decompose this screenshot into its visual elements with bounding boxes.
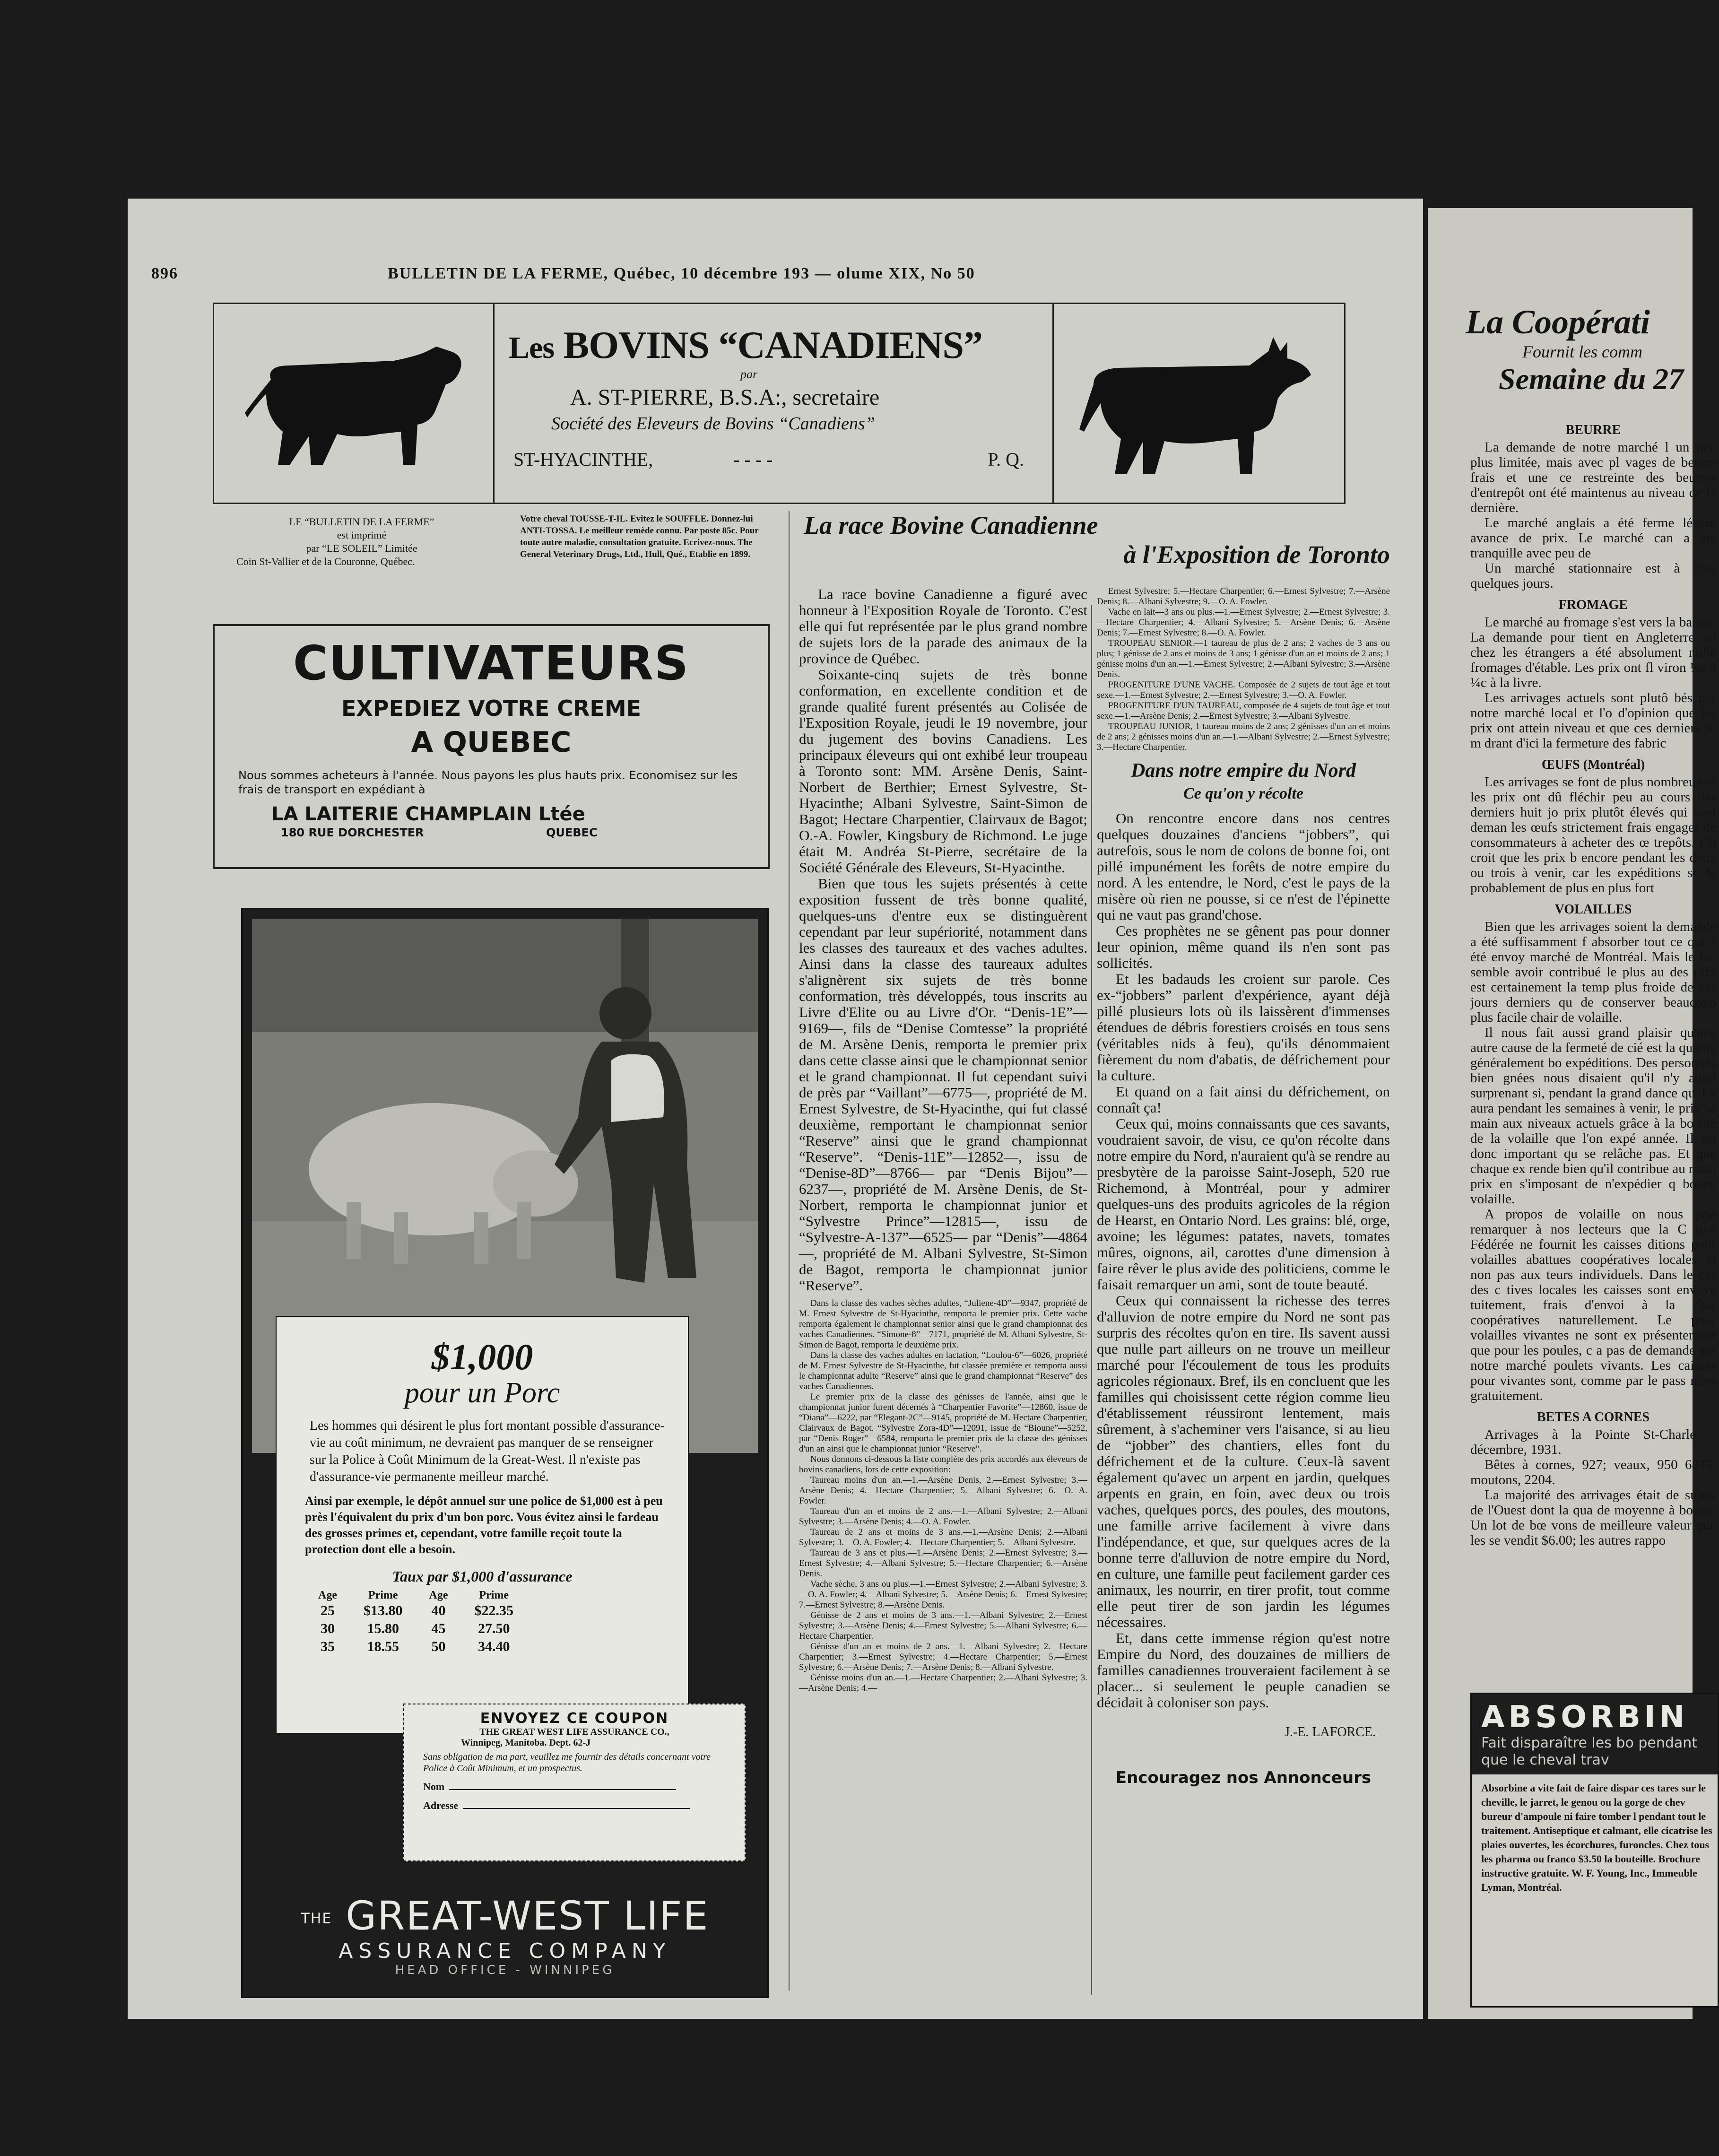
bovins-society: Société des Eleveurs de Bovins “Canadiens” — [551, 414, 875, 434]
cooperative-week: Semaine du 27 — [1499, 362, 1684, 396]
paragraph: Bien que tous les sujets présentés à cette exposition fussent de très bonne qualité, quelques-uns d'entre eux se distinguèrent cependant par leur supériorité, notamment dans les classes des taureaux et des vaches adultes. Ainsi dans la classe des taureaux adultes s'alignèrent six sujets de très bonne conformation, très développés, tous inscrits au Livre d'Elite ou au Livre d'Or. “Denis-1E”—9169—, fils de “Denise Comtesse” la propriété de M. Arsène Denis, remporta le premier prix dans cette classe ainsi que le championnat senior et le grand championnat. Il fut cependant suivi de près par “Vaillant”—6775—, propriété de M. Ernest Sylvestre, de St-Hyacinthe, qui fut classé deuxième, remportant le championnat senior “Reserve” ainsi que le grand championnat “Reserve”. “Denis-11E”—12852—, issu de “Denise-8D”—8766— par “Denis Bijou”—6237—, propriété de M. Arsène Denis, de St-Norbert, remporta le championnat junior et “Sylvestre Prince”—12815—, issu de “Sylvestre-A-137”—6525— par “Denis”—4864—, propriété de M. Albani Sylvestre, St-Simon de Bagot, remporta le championnat junior “Reserve”. — [799, 875, 1087, 1294]
absorbine-body: Absorbine a vite fait de faire dispar ces tares sur le cheville, le jarret, le genou ou la gorge de chev bureur d'ampoule ni faire tomber l pendant tout le traitement. Antiseptique et calmant, elle cicatrise les plaies ouvertes, les écorchures, furoncles. Chez tous les pharma ou franco $3.50 la bouteille. Brochure instructive gratuite. W. F. Young, Inc., Immeuble Lyman, Montréal. — [1481, 1782, 1712, 1893]
paragraph: Et les badauds les croient sur parole. Ces ex-“jobbers” parlent d'expérience, ayant déjà pillé plusieurs lots où ils laissèrent d'immenses étendues de débris forestiers croisés en tous sens (véritables nids à feu), qu'ils dénommaient fièrement du nom d'abatis, de défrichement pour la culture. — [1097, 971, 1390, 1084]
paragraph: La majorité des arrivages était de sujets de l'Ouest dont la qua de moyenne à bonne. Un lot de bœ vons de meilleure valeur que les se vendit $6.00; les autres rappo — [1470, 1487, 1716, 1548]
anti-tossa-ad: Votre cheval TOUSSE-T-IL. Evitez le SOUFFLE. Donnez-lui ANTI-TOSSA. Le meilleur remède connu. Par poste 85c. Pour toute autre maladie, consultation gratuite. Ecrivez-nous. The General Veterinary Drugs, Ltd., Hull, Qué., Etablie en 1899. — [520, 514, 759, 559]
rate-table-header: Age Prime Age Prime — [318, 1589, 509, 1601]
right-column — [1097, 586, 1390, 2076]
coupon-name-field[interactable]: Nom — [423, 1781, 745, 1793]
paragraph: A propos de volaille on nous prie remarquer à nos lecteurs que la C tive Fédérée ne fournit les caisses ditions pour volailles abattues coopératives locales et non pas aux teurs individuels. Dans le cas des c tives locales les caisses sont envoyé tuitement, frais d'envoi à la char coopératives naturellement. Le pour volailles vivantes ne sont ex présentement que pour les poules, c a pas de demande sur notre marché poulets vivants. Les caisses pour vivantes sont, comme par le pass mies gratuitement. — [1470, 1207, 1716, 1403]
great-west-life-ad — [241, 908, 769, 1998]
cow-right-icon — [1065, 323, 1330, 484]
imprint-notice: LE “BULLETIN DE LA FERME” est imprimé par “LE SOLEIL” Limitée Coin St-Vallier et de la Couronne, Québec. — [236, 516, 434, 567]
bovins-par: par — [740, 367, 758, 381]
prize-list: Génisse moins d'un an.—1.—Hectare Charpentier; 2.—Albani Sylvestre; 3.—Arsène Denis; 4.— — [799, 1673, 1087, 1693]
coupon-company: THE GREAT WEST LIFE ASSURANCE CO., — [479, 1727, 669, 1737]
article-signature: J.-E. LAFORCE. — [1285, 1725, 1376, 1739]
paragraph: Bêtes à cornes, 927; veaux, 950 6875; moutons, 2204. — [1470, 1457, 1716, 1487]
column-divider — [1091, 605, 1092, 1995]
prize-list: Taureau d'un an et moins de 2 ans.—1.—Albani Sylvestre; 2.—Albani Sylvestre; 3.—Arsène Denis; 4.—O. A. Fowler. — [799, 1506, 1087, 1527]
coupon-title: ENVOYEZ CE COUPON — [480, 1710, 669, 1727]
cultivateurs-line2: A QUEBEC — [411, 726, 572, 759]
offer-paragraph-1: Les hommes qui désirent le plus fort montant possible d'assurance-vie au coût minimum, ne devraient pas manquer de se renseigner sur la Police à Coût Minimum de la Great-West. Il n'existe pas d'assurance-vie permanente meilleur marché. — [310, 1418, 665, 1484]
article-title-bovine: La race Bovine Canadienne à l'Exposition de Toronto — [804, 511, 1390, 569]
prize-list: Vache en lait—3 ans ou plus.—1.—Ernest Sylvestre; 2.—Ernest Sylvestre; 3.—Hectare Charpentier; 4.—Albani Sylvestre; 5.—Arsène Denis; 6.—Arsène Denis; 7.—Ernest Sylvestre; 8.—O. A. Fowler. — [1097, 607, 1390, 638]
cultivateurs-ad — [213, 624, 770, 869]
paragraph: Dans la classe des vaches adultes en lactation, “Loulou-6”—6026, propriété de M. Ernest Sylvestre de St-Hyacinthe, fut classée première et remporta aussi le championnat adulte “Reserve” ainsi que le grand championnat “Reserve” des vaches Canadiennes. — [799, 1350, 1087, 1391]
bovins-address: ST-HYACINTHE, - - - - P. Q. — [513, 449, 1024, 470]
paragraph: Le marché anglais a été ferme légère avance de prix. Le marché can a été tranquille avec peu de — [1470, 515, 1716, 561]
coupon-form — [403, 1704, 746, 1861]
facing-page — [1428, 208, 1716, 2019]
newspaper-page — [128, 199, 1423, 2019]
article-title-nord: Dans notre empire du Nord — [1130, 760, 1356, 782]
paragraph: Nous donnons ci-dessous la liste complète des prix accordés aux éleveurs de bovins canadiens, lors de cette exposition: — [799, 1454, 1087, 1475]
prize-list: Ernest Sylvestre; 5.—Hectare Charpentier; 6.—Ernest Sylvestre; 7.—Arsène Denis; 8.—Albani Sylvestre; 9.—O. A. Fowler. — [1097, 586, 1390, 607]
paragraph: Le marché au fromage s'est vers la baisse. La demande pour tient en Angleterre ou chez les étrangers a été absolument nulle fromages d'étable. Les prix ont fl viron ¼c à ¼c à la livre. — [1470, 615, 1716, 690]
cooperative-header — [1428, 303, 1684, 397]
rate-table — [305, 1589, 527, 1656]
section-heading: BETES A CORNES — [1537, 1410, 1650, 1425]
cultivateurs-company: LA LAITERIE CHAMPLAIN Ltée — [271, 803, 585, 825]
prize-list: Génisse de 2 ans et moins de 3 ans.—1.—Albani Sylvestre; 2.—Ernest Sylvestre; 3.—Arsène Denis; 4.—Ernest Sylvestre; 5.—Albani Sylvestre; 6.—Hectare Charpentier. — [799, 1610, 1087, 1641]
prize-list: Génisse d'un an et moins de 2 ans.—1.—Albani Sylvestre; 2.—Hectare Charpentier; 3.—Ernest Sylvestre; 4.—Hectare Charpentier; 5.—Ernest Sylvestre; 6.—Arsène Denis; 7.—Arsène Denis; 8.—Albani Sylvestre. — [799, 1642, 1087, 1672]
prize-list: Vache sèche, 3 ans ou plus.—1.—Ernest Sylvestre; 2.—Albani Sylvestre; 3.—O. A. Fowler; 4.—Albani Sylvestre; 5.—Arsène Denis; 6.—Ernest Sylvestre; 7.—Ernest Sylvestre; 8.—Arsène Denis. — [799, 1579, 1087, 1610]
paragraph: La demande de notre marché l un peu plus limitée, mais avec pl vages de beurre frais et une ce restreinte des beurres d'entrepôt ont été maintenus au niveau de la dernière. — [1470, 440, 1716, 515]
cultivateurs-address: 180 RUE DORCHESTER QUEBEC — [281, 826, 598, 839]
paragraph: Dans la classe des vaches sèches adultes, “Juliene-4D”—9347, propriété de M. Ernest Sylvestre de St-Hyacinthe, remporta le premier prix. Cette vache remporta également le championnat senior ainsi que le grand championnat des vaches Canadiennes. “Simone-8”—7171, propriété de M. Albani Sylvestre, St-Simon de Bagot, remporta le deuxième prix. — [799, 1298, 1087, 1350]
absorbine-title: ABSORBIN — [1472, 1694, 1718, 1735]
bovins-canadiens-ad — [213, 303, 1346, 504]
bovins-secretary: A. ST-PIERRE, B.S.A:, secretaire — [570, 385, 880, 410]
absorbine-subtitle: Fait disparaître les bo pendant que le cheval trav — [1472, 1735, 1718, 1774]
bull-left-icon — [238, 337, 474, 479]
paragraph: Et quand on a fait ainsi du défrichement, on connaît ça! — [1097, 1083, 1390, 1116]
paragraph: Et, dans cette immense région qu'est notre Empire du Nord, des douzaines de milliers de familles canadiennes trouveraient facilement à se placer... si seulement le peuple canadien se décidait à coloniser son pays. — [1097, 1630, 1390, 1711]
paragraph: Les arrivages actuels sont plutô bés par notre marché local et l'o d'opinion que les prix ont attein niveau et que ces derniers se m drant d'ici la fermeture des fabric — [1470, 690, 1716, 751]
great-west-offer-panel — [276, 1316, 689, 1734]
cultivateurs-text: Nous sommes acheteurs à l'année. Nous payons les plus hauts prix. Economisez sur les frais de transport en expédiant à — [238, 769, 738, 796]
table-row: 25 $13.80 40 $22.35 — [320, 1603, 513, 1618]
coupon-text: Sans obligation de ma part, veuillez me fournir des détails concernant votre Police à Coût Minimum, et un prospectus. — [423, 1752, 711, 1773]
prize-list: PROGENITURE D'UNE VACHE. Composée de 2 sujets de tout âge et tout sexe.—1.—Ernest Sylvestre; 2.—Ernest Sylvestre; 3.—O. A. Fowler. — [1097, 680, 1390, 700]
page-number: 896 — [151, 265, 178, 282]
paragraph: Bien que les arrivages soient la demande a été suffisamment f absorber tout ce qui a été envoy marché de Montréal. Mais le fac semble avoir contribué le plus au des prix est certainement la temp plus froide de ces jours derniers qu de conserver beaucoup plus facile chair de volaille. — [1470, 919, 1716, 1025]
article-bovine-body — [799, 586, 1087, 2076]
paragraph: Ceux qui connaissent la richesse des terres d'alluvion de notre empire du Nord ne sont pas surpris des récoltes qu'on en tire. Ils savent aussi que nulle part ailleurs on ne trouve un meilleur marché pour l'écoulement de tous les produits agricoles régionaux. Bref, ils en concluent que les familles qui choisissent cette région comme lieu d'établissement réussiront lentement, mais sûrement, à s'acheminer vers l'aisance, si au lieu de “jobber” des chantiers, elles font du défrichement et de la culture. Ceux-là savent également qu'avec un arpent en jardin, quelques arpents en grain, en foin, avec deux ou trois vaches, quelques porcs, des poules, des moutons, une famille arrive facilement à vivre dans l'indépendance, et que, sur quelques acres de la bonne terre d'alluvion de notre empire du Nord, en culture, une famille peut facilement garder ces animaux, les nourrir, en tirer profit, tout comme elle peut tirer de son jardin les légumes nécessaires. — [1097, 1292, 1390, 1630]
paragraph: Il nous fait aussi grand plaisir qu'une autre cause de la fermeté de cié est la qualité généralement bo expéditions. Des personnes bien gnées nous disaient qu'il n'y aurai surprenant si, pendant la grand dance qu'il y aura pendant les semaines à venir, le prix se main aux niveaux actuels grâce à la bo lité de la volaille que l'on expé année. Il est donc important qu se relâche pas. Et que chaque ex rende bien qu'il contribue au main prix en s'imposant de n'expédier q bonne volaille. — [1470, 1025, 1716, 1207]
prize-list: Taureau moins d'un an.—1.—Arsène Denis, 2.—Ernest Sylvestre; 3.—Arsène Denis; 4.—Hectare Charpentier; 5.—Albani Sylvestre; 6.—O. A. Fowler. — [799, 1475, 1087, 1506]
article-subtitle-nord: Ce qu'on y récolte — [1183, 785, 1304, 802]
cooperative-subtitle: Fournit les comm — [1522, 342, 1642, 361]
paragraph: Arrivages à la Pointe St-Charle 7 décembre, 1931. — [1470, 1427, 1716, 1457]
bovins-title: Les BOVINS “CANADIENS” — [509, 323, 982, 366]
prize-list: TROUPEAU SENIOR.—1 taureau de plus de 2 ans; 2 vaches de 3 ans ou plus; 1 génisse de 2 ans et moins de 3 ans; 1 génisse d'un an et moins de 2 ans; 1 génisse moins d'un an.—1.—Ernest Sylvestre; 2.—Albani Sylvestre; 3.—Arsène Denis. — [1097, 638, 1390, 679]
section-heading: VOLAILLES — [1554, 902, 1632, 917]
coupon-city: Winnipeg, Manitoba. Dept. 62-J — [461, 1738, 591, 1748]
paragraph: Les arrivages se font de plus nombreux et les prix ont dû fléchir peu au cours des derniers huit jo prix plutôt élevés qui sont deman les œufs strictement frais engager de consommateurs à acheter des œ trepôts. On croit que les prix b encore pendant les deux ou trois à venir, car les expéditions se fe probablement de plus en plus fort — [1470, 774, 1716, 895]
coupon-address-field[interactable]: Adresse — [423, 1800, 745, 1812]
offer-price: $1,000 — [431, 1336, 533, 1377]
cooperative-title: La Coopérati — [1466, 303, 1650, 341]
prize-list: Taureau de 3 ans et plus.—1.—Arsène Denis; 2.—Ernest Sylvestre; 3.—Ernest Sylvestre; 4.—Albani Sylvestre; 5.—Hectare Charpentier; 6.—Arsène Denis. — [799, 1548, 1087, 1579]
encourage-advertisers: Encouragez nos Annonceurs — [1115, 1768, 1372, 1787]
bovins-ad-text — [493, 304, 1054, 503]
paragraph: Ceux qui, moins connaissants que ces savants, voudraient savoir, de visu, ce qu'on récolte dans notre empire du Nord, n'auraient qu'à se rendre au presbytère de la paroisse Saint-Joseph, 520 rue Richemond, à Montréal, pour y admirer quelques-uns des produits agricoles de la région de Hearst, en Ontario Nord. Les grains: blé, orge, avoine; les légumes: patates, navets, tomates mûres, oignons, ail, carottes d'une dimension à faire rêver le plus avide des politiciens, comme le faisait remarquer un ami, sont de toute beauté. — [1097, 1115, 1390, 1293]
absorbine-ad — [1470, 1693, 1719, 2008]
offer-paragraph-2: Ainsi par exemple, le dépôt annuel sur une police de $1,000 est à peu près l'équivalent du prix d'un bon porc. Vous évitez ainsi le fardeau des grosses primes et, cependant, votre famille reçoit toute la protection dont elle a besoin. — [305, 1494, 663, 1556]
cultivateurs-line1: EXPEDIEZ VOTRE CREME — [341, 695, 642, 721]
section-heading: FROMAGE — [1558, 598, 1628, 612]
table-row: 30 15.80 45 27.50 — [320, 1621, 510, 1636]
cultivateurs-title: CULTIVATEURS — [293, 635, 690, 691]
paragraph: Soixante-cinq sujets de très bonne conformation, en excellente condition et de grande qualité furent présentés au Colisée de l'Exposition Royale, jeudi le 19 novembre, jour du jugement des bovins Canadiens. Les principaux éleveurs qui ont exhibé leur troupeau à Toronto sont: MM. Arsène Denis, Saint-Norbert de Berthier; Ernest Sylvestre, St-Hyacinthe; Albani Sylvestre, Saint-Simon de Bagot; Hectare Charpentier, Clairvaux de Bagot; O.-A. Fowler, Kingsbury de Richmond. Le juge était M. Andréa St-Pierre, secrétaire de la Société Générale des Eleveurs, St-Hyacinthe. — [799, 666, 1087, 876]
section-heading: ŒUFS (Montréal) — [1541, 757, 1645, 772]
prize-list: Taureau de 2 ans et moins de 3 ans.—1.—Arsène Denis; 2.—Albani Sylvestre; 3.—O. A. Fowler; 4.—Hectare Charpentier; 5.—Albani Sylvestre. — [799, 1527, 1087, 1547]
rate-table-title: Taux par $1,000 d'assurance — [392, 1568, 573, 1585]
paragraph: On rencontre encore dans nos centres quelques douzaines d'anciens “jobbers”, qui autrefois, sous le nom de colons de bonne foi, ont pillé impunément les forêts de notre empire du nord. A les entendre, le Nord, c'est le pays de la misère où rien ne pousse, si ce n'est de l'épinette qui ne vaut pas grand'chose. — [1097, 810, 1390, 923]
prize-list: TROUPEAU JUNIOR, 1 taureau moins de 2 ans; 2 génisses d'un an et moins de 2 ans; 2 génisses moins d'un an.—1.—Albani Sylvestre; 2.—Ernest Sylvestre; 3.—Hectare Charpentier. — [1097, 722, 1390, 752]
paragraph: Ces prophètes ne se gênent pas pour donner leur opinion, même quand ils n'en sont pas sollicités. — [1097, 922, 1390, 971]
market-report — [1470, 416, 1716, 1548]
offer-subtitle: pour un Porc — [404, 1377, 560, 1409]
paragraph: Un marché stationnaire est à d'ici quelques jours. — [1470, 561, 1716, 591]
paragraph: Le premier prix de la classe des génisses de l'année, ainsi que le championnat junior furent décernés à “Charpentier Favorite”—12860, issue de “Diana”—6222, par “Elegant-2C”—9145, propriété de M. Hectare Charpentier, Clairvaux de Bagot. “Sylvestre Zora-4D”—12091, issue de “Bioune”—5252, par “Denis Roger”—6584, remporta le premier prix de la classe des génisses d'un an ainsi que le championnat junior “Reserve”. — [799, 1392, 1087, 1454]
paragraph: La race bovine Canadienne a figuré avec honneur à l'Exposition Royale de Toronto. C'est elle qui fut représentée par le plus grand nombre de sujets lors de la parade des animaux de la province de Québec. — [799, 586, 1087, 667]
running-title: BULLETIN DE LA FERME, Québec, 10 décembre 193 — olume XIX, No 50 — [388, 265, 975, 282]
table-row: 35 18.55 50 34.40 — [320, 1639, 510, 1654]
section-heading: BEURRE — [1565, 423, 1621, 437]
great-west-logo: THE GREAT-WEST LIFE ASSURANCE COMPANY HEAD OFFICE - WINNIPEG — [301, 1893, 709, 1977]
column-divider — [789, 511, 790, 1991]
prize-list: PROGENITURE D'UN TAUREAU, composée de 4 sujets de tout âge et tout sexe.—1.—Arsène Denis; 2.—Ernest Sylvestre; 3.—Albani Sylvestre. — [1097, 701, 1390, 721]
